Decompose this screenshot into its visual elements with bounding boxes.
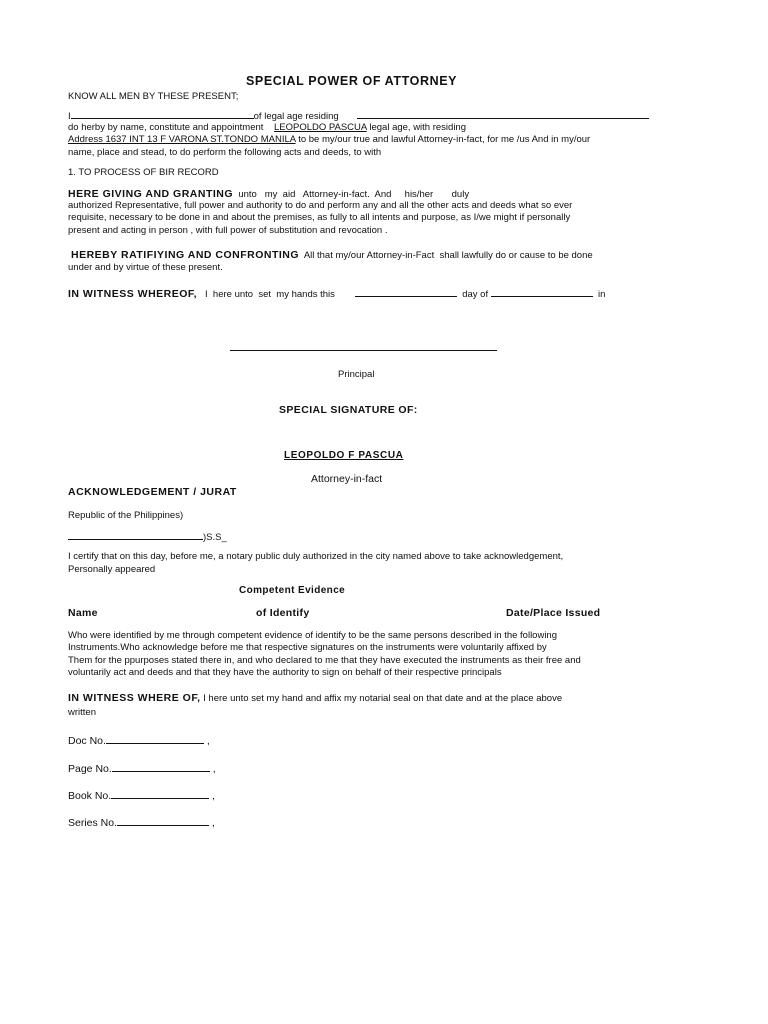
do-herby-text: do herby by name, constitute and appointment <box>68 122 264 133</box>
ratify-line <box>71 249 593 261</box>
republic-line: Republic of the Philippines) <box>68 510 184 521</box>
witness2-text: I here unto set my hand and affix my notarial seal on that date and at the place above <box>200 693 563 704</box>
principal-name-line <box>68 109 649 122</box>
certify-line-2: Personally appeared <box>68 564 156 575</box>
ratify-first: All that my/our Attorney-in-Fact shall lawfully do or cause to be done <box>299 250 593 261</box>
principal-name-blank[interactable] <box>71 109 254 119</box>
attorney-in-fact-label: Attorney-in-fact <box>311 473 383 485</box>
address-rest-text: to be my/our true and lawful Attorney-in-fact, for me /us And in my/our <box>295 134 591 145</box>
page-no-line <box>68 762 216 775</box>
giving-granting-heading: HERE GIVING AND GRANTING <box>68 188 234 200</box>
series-no-comma: , <box>209 817 215 829</box>
book-no-label: Book No. <box>68 790 112 802</box>
giving-line: authorized Representative, full power and authority to do and perform any and all the other acts and deeds what so ever <box>68 200 573 211</box>
address-line <box>68 134 590 145</box>
appointment-line <box>68 122 466 133</box>
month-blank[interactable] <box>491 287 593 297</box>
identified-line: Who were identified by me through competent evidence of identify to be the same persons described in the following <box>68 630 558 641</box>
principal-signature-line[interactable] <box>230 350 497 351</box>
legal-age-text: legal age, with residing <box>366 122 467 133</box>
giving-granting-first: unto my aid Attorney-in-fact. And his/her duly <box>233 189 470 200</box>
day-of-text: day of <box>456 289 491 300</box>
i-label: I <box>68 111 71 122</box>
series-no-line <box>68 816 215 829</box>
column-date-place: Date/Place Issued <box>506 607 601 619</box>
principal-label: Principal <box>338 369 375 380</box>
witness2-heading: IN WITNESS WHERE OF, <box>68 692 201 704</box>
special-signature-heading: SPECIAL SIGNATURE OF: <box>279 404 418 416</box>
series-no-label: Series No. <box>68 817 118 829</box>
doc-no-label: Doc No. <box>68 735 106 747</box>
doc-no-comma: , <box>203 735 210 747</box>
city-blank[interactable] <box>68 530 203 540</box>
column-name: Name <box>68 607 98 619</box>
ratify-second: under and by virtue of these present. <box>68 262 223 273</box>
witness2-line <box>68 692 562 704</box>
intro-line: KNOW ALL MEN BY THESE PRESENT; <box>68 91 239 102</box>
ss-line <box>68 530 227 543</box>
document-title: SPECIAL POWER OF ATTORNEY <box>246 74 458 88</box>
ratify-heading: HEREBY RATIFIYING AND CONFRONTING <box>71 249 300 261</box>
certify-line-1: I certify that on this day, before me, a notary public duly authorized in the city named above to take acknowledgement, <box>68 551 564 562</box>
doc-no-blank[interactable] <box>106 734 204 744</box>
acknowledgement-heading: ACKNOWLEDGEMENT / JURAT <box>68 486 237 498</box>
giving-line: requisite, necessary to be done in and about the premises, as fully to all intents and purpose, as I/we might if personally <box>68 212 571 224</box>
witness-heading: IN WITNESS WHEREOF, <box>68 288 198 300</box>
giving-granting-line <box>68 188 469 200</box>
attorney-fullname: LEOPOLDO F PASCUA <box>284 450 404 461</box>
giving-granting-body <box>68 200 708 237</box>
book-no-comma: , <box>209 790 216 802</box>
series-no-blank[interactable] <box>117 816 209 826</box>
doc-no-line <box>68 734 210 747</box>
attorney-name-inline: LEOPOLDO PASCUA <box>273 122 367 133</box>
identified-line: voluntarily act and deeds and that they have the authority to sign on behalf of their respective principals <box>68 666 502 678</box>
residence-blank[interactable] <box>357 109 649 119</box>
witness2-second: written <box>68 707 96 718</box>
witness-text: I here unto set my hands this <box>197 289 335 300</box>
of-legal-age-text: of legal age residing <box>253 111 339 122</box>
in-text: in <box>592 289 606 300</box>
page-no-label: Page No. <box>68 763 112 775</box>
name-place-line: name, place and stead, to do perform the following acts and deeds, to with <box>68 147 382 158</box>
day-blank[interactable] <box>355 287 457 297</box>
column-of-identify: of Identify <box>256 607 310 619</box>
page-no-blank[interactable] <box>112 762 210 772</box>
giving-line: present and acting in person , with full power of substitution and revocation . <box>68 224 388 236</box>
identified-paragraph <box>68 630 718 679</box>
identified-line: Them for the ppurposes stated there in, and who declared to me that they have executed the instruments as their free and <box>68 654 581 666</box>
book-no-line <box>68 789 215 802</box>
witness-line <box>68 287 605 300</box>
book-no-blank[interactable] <box>111 789 209 799</box>
attorney-address: Address 1637 INT 13 F VARONA ST.TONDO MANILA <box>68 134 296 145</box>
identified-line: Instruments.Who acknowledge before me that respective signatures on the instruments were voluntarily affixed by <box>68 642 547 654</box>
ss-text: )S.S_ <box>203 532 227 543</box>
item-1: 1. TO PROCESS OF BIR RECORD <box>68 167 219 178</box>
competent-evidence-heading: Competent Evidence <box>239 585 346 596</box>
page-no-comma: , <box>209 763 216 775</box>
